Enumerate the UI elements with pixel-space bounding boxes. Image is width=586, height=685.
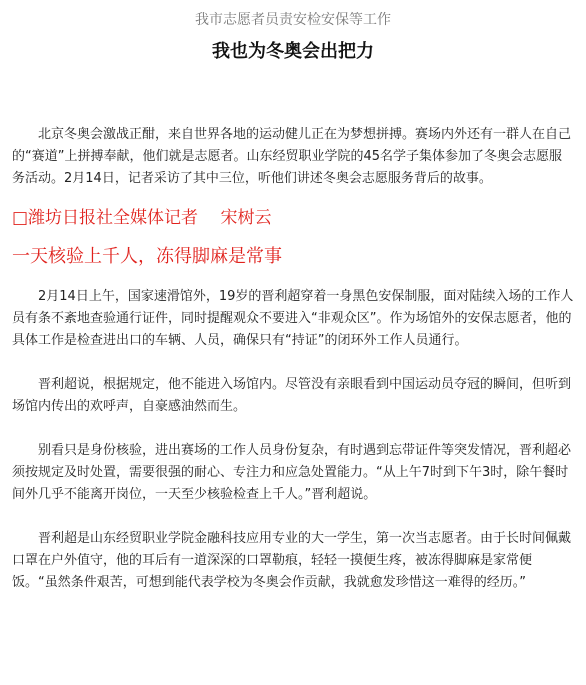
intro-paragraph: 北京冬奥会激战正酣，来自世界各地的运动健儿正在为梦想拼搏。赛场内外还有一群人在自己的“赛道”上拼搏奉献，他们就是志愿者。山东经贸职业学院的45名学子集体参加了冬奥会志愿服务活动。2月14日，记者采访了其中三位，听他们讲述冬奥会志愿服务背后的故事。 bbox=[12, 127, 572, 186]
article-subtitle: 我市志愿者员责安检安保等工作 bbox=[195, 12, 391, 28]
body-paragraph-3: 别看只是身份核验，进出赛场的工作人员身份复杂，有时遇到忘带证件等突发情况，晋利超必须按规定及时处置，需要很强的耐心、专注力和应急处置能力。“从上午7时到下午3时，除午餐时间外几乎不能离开岗位，一天至少核验检查上千人。”晋利超说。 bbox=[12, 443, 572, 502]
byline: □潍坊日报社全媒体记者 宋树云 bbox=[12, 208, 272, 228]
section-heading: 一天核验上千人，冻得脚麻是常事 bbox=[12, 246, 282, 267]
body-paragraph-2: 晋利超说，根据规定，他不能进入场馆内。尽管没有亲眼看到中国运动员夺冠的瞬间，但听到场馆内传出的欢呼声，自豪感油然而生。 bbox=[12, 377, 572, 414]
article-title: 我也为冬奥会出把力 bbox=[212, 41, 374, 62]
body-paragraph-4: 晋利超是山东经贸职业学院金融科技应用专业的大一学生，第一次当志愿者。由于长时间佩戴口罩在户外值守，他的耳后有一道深深的口罩勒痕，轻轻一摸便生疼，被冻得脚麻是家常便饭。“虽然条件艰苦，可想到能代表学校为冬奥会作贡献，我就愈发珍惜这一难得的经历。” bbox=[12, 531, 572, 590]
body-paragraph-1: 2月14日上午，国家速滑馆外，19岁的晋利超穿着一身黑色安保制服，面对陆续入场的工作人员有条不紊地查验通行证件，同时提醒观众不要进入“非观众区”。作为场馆外的安保志愿者，他的具体工作是检查进出口的车辆、人员，确保只有“持证”的闭环外工作人员通行。 bbox=[12, 289, 574, 348]
